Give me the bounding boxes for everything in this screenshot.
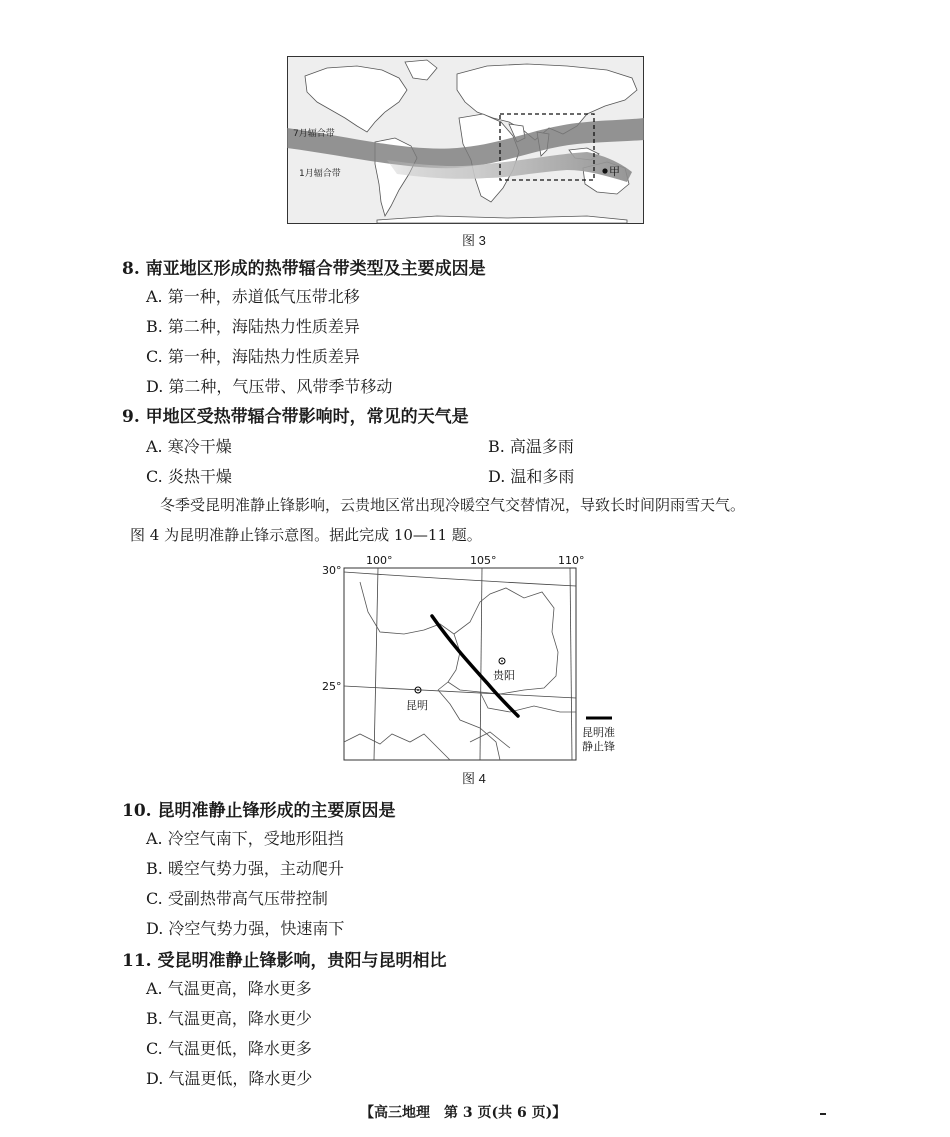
question-11-option-b[interactable]: B. 气温更高，降水更少 <box>146 1009 312 1028</box>
question-8-option-c[interactable]: C. 第一种，海陆热力性质差异 <box>146 347 360 366</box>
guiyang-label: 贵阳 <box>493 669 515 682</box>
kunming-marker-dot <box>417 689 419 691</box>
july-itcz-label: 7月辐合带 <box>293 129 335 139</box>
page-footer: 【高三地理 第 3 页(共 6 页)】 <box>360 1105 567 1121</box>
question-11-option-d[interactable]: D. 气温更低，降水更少 <box>146 1069 313 1088</box>
question-9-option-c[interactable]: C. 炎热干燥 <box>146 467 232 486</box>
figure3-caption: 图 3 <box>462 233 486 248</box>
question-8-option-a[interactable]: A. 第一种，赤道低气压带北移 <box>146 287 360 306</box>
question-9-option-d[interactable]: D. 温和多雨 <box>488 467 575 486</box>
passage-line-1: 冬季受昆明准静止锋影响，云贵地区常出现冷暖空气交替情况，导致长时间阴雨雪天气。 <box>160 496 746 514</box>
question-10-option-a[interactable]: A. 冷空气南下，受地形阻挡 <box>146 829 344 848</box>
question-11-stem: 11. 受昆明准静止锋影响，贵阳与昆明相比 <box>122 951 447 971</box>
jia-point-marker <box>602 168 607 173</box>
question-10-option-d[interactable]: D. 冷空气势力强，快速南下 <box>146 919 345 938</box>
passage-line-2: 图 4 为昆明准静止锋示意图。据此完成 10—11 题。 <box>130 526 482 544</box>
question-8-option-b[interactable]: B. 第二种，海陆热力性质差异 <box>146 317 360 336</box>
lon-100-label: 100° <box>366 554 393 567</box>
footer-mark <box>820 1113 826 1115</box>
guiyang-marker-dot <box>501 660 503 662</box>
question-8-option-d[interactable]: D. 第二种，气压带、风带季节移动 <box>146 377 393 396</box>
question-10-option-c[interactable]: C. 受副热带高气压带控制 <box>146 889 328 908</box>
figure4-front-map <box>320 552 626 764</box>
legend-label-line2: 静止锋 <box>582 740 615 753</box>
lat-30-label: 30° <box>322 564 342 577</box>
question-11-option-a[interactable]: A. 气温更高，降水更多 <box>146 979 312 998</box>
figure3-world-map <box>287 56 644 224</box>
question-10-stem: 10. 昆明准静止锋形成的主要原因是 <box>122 801 396 821</box>
question-9-option-a[interactable]: A. 寒冷干燥 <box>146 437 232 456</box>
lon-105-label: 105° <box>470 554 497 567</box>
lat-25-label: 25° <box>322 680 342 693</box>
lon-110-label: 110° <box>558 554 585 567</box>
question-9-option-b[interactable]: B. 高温多雨 <box>488 437 574 456</box>
kunming-label: 昆明 <box>406 699 428 712</box>
figure4-caption: 图 4 <box>462 771 486 786</box>
question-8-stem: 8. 南亚地区形成的热带辐合带类型及主要成因是 <box>122 259 486 279</box>
legend-label-line1: 昆明准 <box>582 726 615 739</box>
question-10-option-b[interactable]: B. 暖空气势力强，主动爬升 <box>146 859 344 878</box>
question-11-option-c[interactable]: C. 气温更低，降水更多 <box>146 1039 312 1058</box>
january-itcz-label: 1月辐合带 <box>299 169 341 179</box>
map4-frame <box>344 568 576 760</box>
jia-label: 甲 <box>609 165 620 178</box>
question-9-stem: 9. 甲地区受热带辐合带影响时，常见的天气是 <box>122 407 469 427</box>
